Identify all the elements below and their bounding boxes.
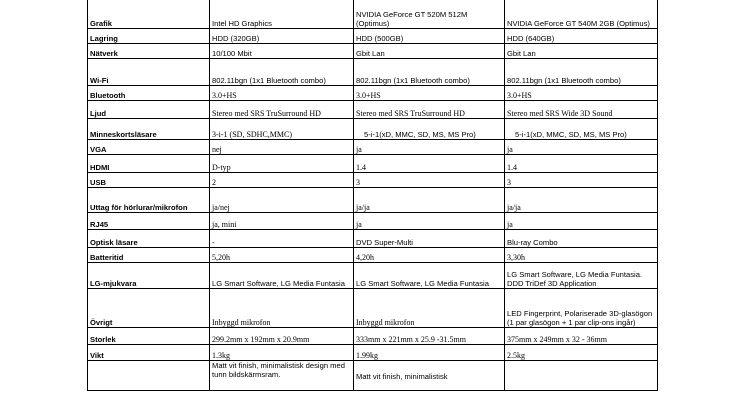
- cell-model-1: 10/100 Mbit: [210, 44, 354, 59]
- cell-model-3: 802.11bgn (1x1 Bluetooth combo): [505, 59, 658, 86]
- cell-model-1: D-typ: [210, 155, 354, 173]
- row-label: Storlek: [88, 328, 210, 345]
- row-label: Wi-Fi: [88, 59, 210, 86]
- cell-model-3: 3.0+HS: [505, 86, 658, 101]
- row-label: HDMI: [88, 155, 210, 173]
- table-row: [88, 155, 658, 173]
- row-label: Batteritid: [88, 248, 210, 263]
- cell-model-3: Gbit Lan: [505, 44, 658, 59]
- cell-model-2: NVIDIA GeForce GT 520M 512M (Optimus): [354, 0, 505, 29]
- cell-model-1: Inbyggd mikrofon: [210, 289, 354, 328]
- row-label: VGA: [88, 140, 210, 155]
- cell-model-2: Stereo med SRS TruSurround HD: [354, 101, 505, 119]
- cell-model-3: 375mm x 249mm x 32 - 36mm: [505, 328, 658, 345]
- row-label: Lagring: [88, 29, 210, 44]
- row-label: Nätverk: [88, 44, 210, 59]
- row-label: LG-mjukvara: [88, 263, 210, 289]
- table-row: [88, 0, 658, 29]
- cell-model-1: -: [210, 230, 354, 248]
- cell-model-2: HDD (500GB): [354, 29, 505, 44]
- cell-model-2: 1.4: [354, 155, 505, 173]
- table-row: [88, 140, 658, 155]
- cell-model-1: nej: [210, 140, 354, 155]
- cell-model-1: Matt vit finish, minimalistisk design med tunn bildskärmsram.: [210, 361, 354, 391]
- cell-model-3: 3: [505, 173, 658, 188]
- table-row: [88, 86, 658, 101]
- cell-model-1: Stereo med SRS TruSurround HD: [210, 101, 354, 119]
- row-label: Grafik: [88, 0, 210, 29]
- cell-model-2: 5-i-1(xD, MMC, SD, MS, MS Pro): [354, 119, 505, 140]
- row-label: Övrigt: [88, 289, 210, 328]
- table-row: [88, 248, 658, 263]
- row-label: Bluetooth: [88, 86, 210, 101]
- row-label: Uttag för hörlurar/mikrofon: [88, 188, 210, 213]
- cell-model-3: 5-i-1(xD, MMC, SD, MS, MS Pro): [505, 119, 658, 140]
- row-label: Ljud: [88, 101, 210, 119]
- table-row: [88, 213, 658, 230]
- cell-model-1: 5,20h: [210, 248, 354, 263]
- cell-model-1: 3.0+HS: [210, 86, 354, 101]
- row-label: USB: [88, 173, 210, 188]
- row-label: [88, 361, 210, 391]
- cell-model-3: 1.4: [505, 155, 658, 173]
- table-row: [88, 263, 658, 289]
- cell-model-2: 4,20h: [354, 248, 505, 263]
- table-row: [88, 361, 658, 391]
- cell-model-1: HDD (320GB): [210, 29, 354, 44]
- table-row: [88, 188, 658, 213]
- cell-model-1: ja/nej: [210, 188, 354, 213]
- cell-model-3: HDD (640GB): [505, 29, 658, 44]
- cell-model-2: Matt vit finish, minimalistisk: [354, 361, 505, 391]
- cell-model-2: 333mm x 221mm x 25.9 -31.5mm: [354, 328, 505, 345]
- cell-model-1: 802.11bgn (1x1 Bluetooth combo): [210, 59, 354, 86]
- table-row: [88, 173, 658, 188]
- cell-model-1: 3-i-1 (SD, SDHC,MMC): [210, 119, 354, 140]
- cell-model-2: DVD Super-Multi: [354, 230, 505, 248]
- cell-model-3: LED Fingerprint, Polariserade 3D-glasögon (1 par glasögon + 1 par clip-ons ingår): [505, 289, 658, 328]
- cell-model-3: ja: [505, 213, 658, 230]
- cell-model-1: 299.2mm x 192mm x 20.9mm: [210, 328, 354, 345]
- cell-model-2: Inbyggd mikrofon: [354, 289, 505, 328]
- table-row: [88, 230, 658, 248]
- cell-model-2: ja/ja: [354, 188, 505, 213]
- cell-model-3: LG Smart Software, LG Media Funtasia. DDD TriDef 3D Application: [505, 263, 658, 289]
- cell-model-2: 1.99kg: [354, 345, 505, 361]
- table-row: [88, 44, 658, 59]
- cell-model-3: 2.5kg: [505, 345, 658, 361]
- table-row: [88, 345, 658, 361]
- table-row: [88, 119, 658, 140]
- cell-model-2: ja: [354, 140, 505, 155]
- cell-model-1: 1.3kg: [210, 345, 354, 361]
- cell-model-2: 3: [354, 173, 505, 188]
- cell-model-3: ja/ja: [505, 188, 658, 213]
- cell-model-3: 3,30h: [505, 248, 658, 263]
- cell-model-2: ja: [354, 213, 505, 230]
- cell-model-3: NVIDIA GeForce GT 540M 2GB (Optimus): [505, 0, 658, 29]
- cell-model-1: 2: [210, 173, 354, 188]
- table-row: [88, 29, 658, 44]
- cell-model-2: 802.11bgn (1x1 Bluetooth combo): [354, 59, 505, 86]
- cell-model-3: Blu-ray Combo: [505, 230, 658, 248]
- cell-model-3: ja: [505, 140, 658, 155]
- table-row: [88, 328, 658, 345]
- spec-table: [87, 0, 658, 391]
- cell-model-2: LG Smart Software, LG Media Funtasia: [354, 263, 505, 289]
- cell-model-3: Stereo med SRS Wide 3D Sound: [505, 101, 658, 119]
- row-label: Minneskortsläsare: [88, 119, 210, 140]
- table-row: [88, 289, 658, 328]
- cell-model-1: Intel HD Graphics: [210, 0, 354, 29]
- cell-model-2: Gbit Lan: [354, 44, 505, 59]
- cell-model-1: ja, mini: [210, 213, 354, 230]
- row-label: Optisk läsare: [88, 230, 210, 248]
- cell-model-2: 3.0+HS: [354, 86, 505, 101]
- table-row: [88, 101, 658, 119]
- row-label: RJ45: [88, 213, 210, 230]
- table-row: [88, 59, 658, 86]
- cell-model-3: [505, 361, 658, 391]
- row-label: Vikt: [88, 345, 210, 361]
- cell-model-1: LG Smart Software, LG Media Funtasia: [210, 263, 354, 289]
